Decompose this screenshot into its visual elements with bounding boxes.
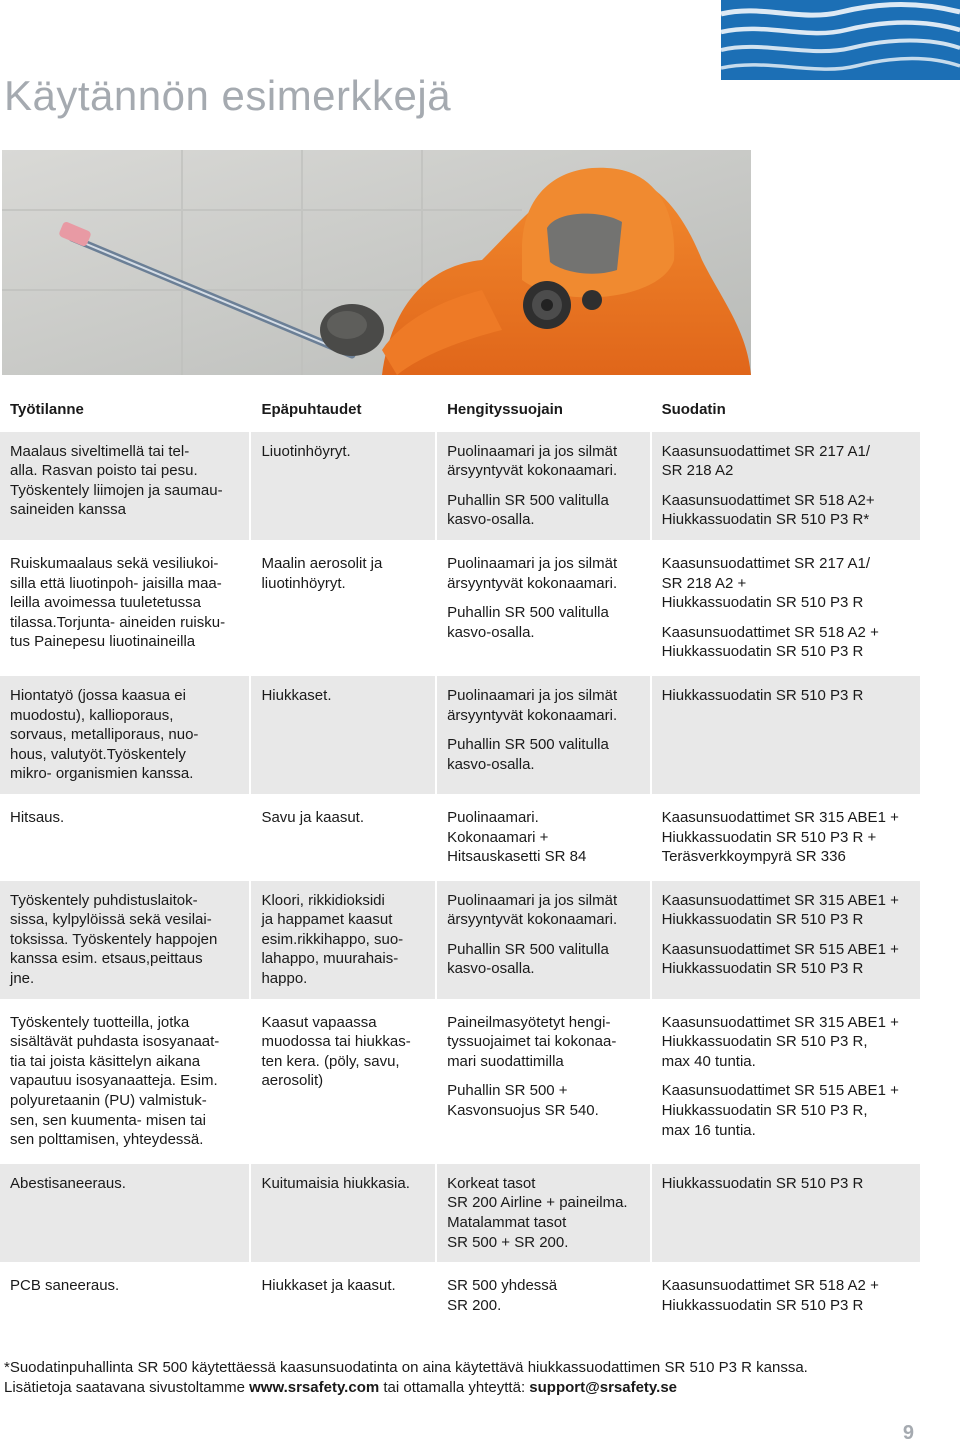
cell-paragraph: Hiukkassuodatin SR 510 P3 R	[661, 686, 864, 704]
cell-paragraph: Hiontatyö (jossa kaasua ei muodostu), kallioporaus, sorvaus, metalliporaus, nuo- hous, valutyöt.Työskentely mikro- organismien kanssa.	[10, 686, 199, 783]
cell-contaminants	[251, 676, 435, 794]
cell-situation	[0, 798, 249, 877]
cell-paragraph: Kaasunsuodattimet SR 515 ABE1 + Hiukkassuodatin SR 510 P3 R	[661, 940, 899, 978]
cell-paragraph: Kaasunsuodattimet SR 315 ABE1 + Hiukkassuodatin SR 510 P3 R, max 40 tuntia.	[661, 1013, 899, 1070]
table-row	[0, 544, 920, 672]
cell-paragraph: Työskentely puhdistuslaitok- sissa, kylpylöissä sekä vesilai- toksissa. Työskentely happojen kanssa esim. etsaus,peittaus jne.	[10, 891, 218, 988]
protection-table	[0, 392, 920, 1329]
footnote	[4, 1358, 934, 1398]
cell-contaminants	[251, 544, 435, 672]
table-row	[0, 1266, 920, 1325]
cell-paragraph: Kaasunsuodattimet SR 315 ABE1 + Hiukkassuodatin SR 510 P3 R	[661, 891, 899, 929]
cell-contaminants	[251, 881, 435, 999]
cell-situation	[0, 1003, 249, 1160]
support-email-link[interactable]: support@srsafety.se	[529, 1379, 678, 1396]
cell-paragraph: Puolinaamari ja jos silmät ärsyyntyvät kokonaamari.	[447, 554, 618, 592]
cell-paragraph: Kaasunsuodattimet SR 217 A1/ SR 218 A2 + Hiukkassuodatin SR 510 P3 R	[661, 554, 871, 612]
cell-paragraph: Maalin aerosolit ja liuotinhöyryt.	[261, 554, 383, 592]
cell-paragraph: Kaasunsuodattimet SR 217 A1/ SR 218 A2	[661, 442, 871, 480]
cell-paragraph: Puolinaamari ja jos silmät ärsyyntyvät kokonaamari.	[447, 686, 618, 724]
cell-respirator	[437, 1266, 650, 1325]
table-row	[0, 1003, 920, 1160]
cell-filter	[652, 1164, 920, 1262]
cell-paragraph: Työskentely tuotteilla, jotka sisältävät puhdasta isosyanaat- tia tai joista käsittelyn aikana vapautuu isosyanaatteja. Esim. polyuretaanin (PU) valmistuk- sen, sen kuumenta- misen tai sen polttamisen, yhteydessä.	[10, 1013, 220, 1149]
cell-contaminants	[251, 1164, 435, 1262]
cell-paragraph: Liuotinhöyryt.	[261, 442, 351, 460]
header-filter: Suodatin	[661, 401, 726, 418]
cell-respirator	[437, 544, 650, 672]
cell-paragraph: Hiukkaset ja kaasut.	[261, 1277, 396, 1295]
header-respirator: Hengityssuojain	[447, 401, 563, 418]
footnote-line-1: *Suodatinpuhallinta SR 500 käytettäessä kaasunsuodatinta on aina käytettävä hiukkassuodattimen SR 510 P3 R kanssa.	[4, 1359, 808, 1376]
cell-paragraph: Hiukkassuodatin SR 510 P3 R	[661, 1174, 864, 1192]
cell-paragraph: Kaasunsuodattimet SR 518 A2+ Hiukkassuodatin SR 510 P3 R*	[661, 491, 875, 529]
cell-paragraph: Hitsaus.	[10, 808, 65, 826]
header-contaminants: Epäpuhtaudet	[261, 401, 362, 418]
cell-situation	[0, 432, 249, 540]
cell-paragraph: Kloori, rikkidioksidi ja happamet kaasut esim.rikkihappo, suo- lahappo, muurahais- happo.	[261, 891, 404, 988]
footnote-line-2	[4, 1378, 934, 1398]
cell-contaminants	[251, 1266, 435, 1325]
table-row	[0, 676, 920, 794]
table-row	[0, 1164, 920, 1262]
cell-filter	[652, 1003, 920, 1160]
cell-paragraph: Puolinaamari ja jos silmät ärsyyntyvät kokonaamari.	[447, 891, 618, 929]
table-row	[0, 798, 920, 877]
cell-filter	[652, 432, 920, 540]
cell-situation	[0, 676, 249, 794]
cell-filter	[652, 798, 920, 877]
cell-paragraph: Puhallin SR 500 valitulla kasvo-osalla.	[447, 940, 609, 978]
cell-paragraph: SR 500 yhdessä SR 200.	[447, 1277, 558, 1314]
cell-respirator	[437, 1003, 650, 1160]
cell-filter	[652, 676, 920, 794]
cell-paragraph: Kuitumaisia hiukkasia.	[261, 1174, 410, 1192]
cell-paragraph: Hiukkaset.	[261, 686, 332, 704]
cell-respirator	[437, 432, 650, 540]
cell-paragraph: Puolinaamari ja jos silmät ärsyyntyvät kokonaamari.	[447, 442, 618, 480]
cell-paragraph: Kaasunsuodattimet SR 518 A2 + Hiukkassuodatin SR 510 P3 R	[661, 1277, 879, 1314]
cell-paragraph: Kaasunsuodattimet SR 315 ABE1 + Hiukkassuodatin SR 510 P3 R + Teräsverkkoympyrä SR 336	[661, 808, 899, 866]
footnote-prefix: Lisätietoja saatavana sivustoltamme	[4, 1379, 250, 1396]
cell-paragraph: Paineilmasyötetyt hengi- tyssuojaimet tai kokonaa- mari suodattimilla	[447, 1013, 617, 1070]
cell-paragraph: Puhallin SR 500 + Kasvonsuojus SR 540.	[447, 1082, 599, 1120]
cell-paragraph: Korkeat tasot SR 200 Airline + paineilma. Matalammat tasot SR 500 + SR 200.	[447, 1174, 628, 1251]
cell-filter	[652, 1266, 920, 1325]
cell-paragraph: Puhallin SR 500 valitulla kasvo-osalla.	[447, 736, 609, 773]
table-header-row	[0, 392, 920, 432]
footnote-middle: tai ottamalla yhteyttä:	[379, 1379, 530, 1396]
cell-situation	[0, 1266, 249, 1325]
cell-contaminants	[251, 1003, 435, 1160]
row-gap	[0, 1325, 920, 1329]
table-row	[0, 432, 920, 540]
cell-paragraph: Ruiskumaalaus sekä vesiliukoi- silla että liuotinpoh- jaisilla maa- leilla avoimessa tuuletetussa tilassa.Torjunta- aineiden ruisku- tus Painepesu liuotinaineilla	[10, 554, 226, 651]
cell-respirator	[437, 881, 650, 999]
cell-paragraph: Kaasunsuodattimet SR 518 A2 + Hiukkassuodatin SR 510 P3 R	[661, 623, 879, 661]
cell-paragraph: Puolinaamari. Kokonaamari + Hitsauskasetti SR 84	[447, 808, 587, 866]
website-link[interactable]: www.srsafety.com	[249, 1379, 380, 1396]
cell-respirator	[437, 1164, 650, 1262]
cell-filter	[652, 881, 920, 999]
cell-situation	[0, 881, 249, 999]
cell-paragraph: Savu ja kaasut.	[261, 808, 365, 826]
cell-paragraph: PCB saneeraus.	[10, 1277, 120, 1295]
table-body	[0, 432, 920, 1330]
cell-paragraph: Kaasunsuodattimet SR 515 ABE1 + Hiukkassuodatin SR 510 P3 R, max 16 tuntia.	[661, 1082, 899, 1139]
cell-filter	[652, 544, 920, 672]
wave-banner	[721, 0, 960, 80]
cell-paragraph: Maalaus siveltimellä tai tel- alla. Rasvan poisto tai pesu. Työskentely liimojen ja saumau- saineiden kanssa	[10, 442, 223, 519]
cell-situation	[0, 544, 249, 672]
page-number: 9	[902, 1422, 914, 1444]
page-title: Käytännön esimerkkejä	[4, 72, 452, 119]
cell-paragraph: Abestisaneeraus.	[10, 1174, 126, 1192]
cell-contaminants	[251, 432, 435, 540]
table-row	[0, 881, 920, 999]
worker-photo	[2, 150, 751, 375]
cell-respirator	[437, 676, 650, 794]
cell-contaminants	[251, 798, 435, 877]
header-situation: Työtilanne	[10, 401, 84, 418]
cell-paragraph: Puhallin SR 500 valitulla kasvo-osalla.	[447, 604, 609, 641]
cell-paragraph: Puhallin SR 500 valitulla kasvo-osalla.	[447, 491, 609, 529]
cell-situation	[0, 1164, 249, 1262]
cell-respirator	[437, 798, 650, 877]
cell-paragraph: Kaasut vapaassa muodossa tai hiukkas- ten kera. (pöly, savu, aerosolit)	[261, 1013, 411, 1090]
